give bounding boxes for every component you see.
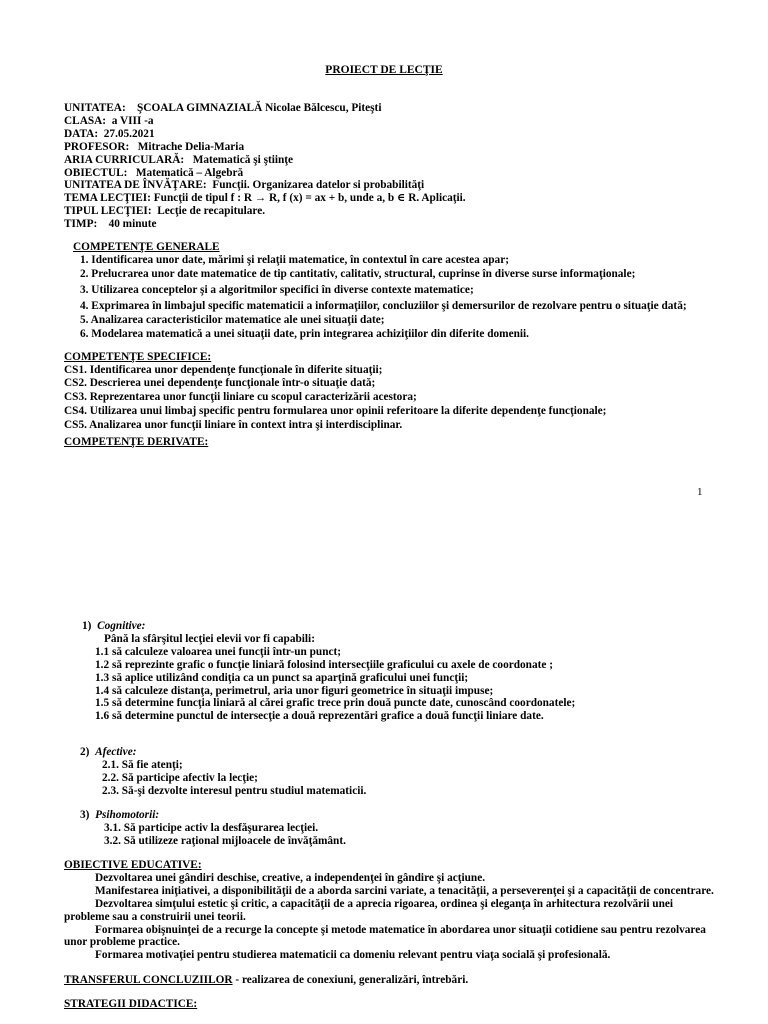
header-value: Matematică şi ştiinţe <box>192 153 294 166</box>
lesson-header <box>0 102 768 231</box>
list-item: 1. Identificarea unor date, mărimi şi relaţii matematice, în contextul în care acestea apar; <box>80 253 509 266</box>
competente-specifice-section <box>0 351 768 431</box>
header-value: Funcţii. Organizarea datelor si probabilităţi <box>212 179 425 192</box>
header-row-tema <box>0 192 768 205</box>
subsection-label: Afective: <box>95 746 137 758</box>
obiective-educative-section <box>0 859 768 962</box>
list-item: 4. Exprimarea în limbajul specific matematicii a informaţiilor, concluziilor şi demersurilor de rezolvare pentru o situaţie dată; <box>80 299 687 312</box>
header-label: UNITATEA: <box>64 102 126 114</box>
list-item: 1.3 să aplice utilizând condiţia ca un punct sa aparţină graficului unei funcţii; <box>95 671 469 684</box>
header-label: TIMP: <box>64 218 98 231</box>
section-heading: COMPETENŢE DERIVATE: <box>64 436 209 448</box>
list-item: 3. Utilizarea conceptelor şi a algoritmilor specifici în diverse contexte matematice; <box>80 283 474 296</box>
header-row-clasa <box>0 115 768 128</box>
list-item: 1.5 să determine funcţia liniară al cărei grafic trece prin două puncte date, cunoscând coordonatele; <box>95 697 576 710</box>
page-title: PROIECT DE LECŢIE <box>325 64 443 76</box>
list-item: CS4. Utilizarea unui limbaj specific pentru formularea unor opinii referitoare la diferite dependenţe funcţionale; <box>64 404 607 417</box>
list-item: 3.1. Să participe activ la desfăşurarea lecţiei. <box>104 821 319 834</box>
strategii-section <box>0 998 768 1011</box>
header-label: TIPUL LECŢIEI: <box>64 205 152 218</box>
header-label: TEMA LECŢIEI: <box>64 192 151 205</box>
list-item: CS3. Reprezentarea unor funcţii liniare cu scopul caracterizării acestora; <box>64 390 417 403</box>
header-row-tipul <box>0 205 768 218</box>
list-item: Dezvoltarea unei gândiri deschise, creative, a independenţei în gândire şi acţiune. <box>95 871 486 884</box>
list-item: CS2. Descrierea unei dependenţe funcţionale într-o situaţie dată; <box>64 376 376 389</box>
list-item: 2. Prelucrarea unor date matematice de tip cantitativ, calitativ, structural, cuprinse în diverse surse informaţionale; <box>80 267 636 280</box>
subsection-number: 1) <box>82 620 92 632</box>
section-heading: COMPETENŢE GENERALE <box>73 241 220 253</box>
afective-section <box>0 746 768 798</box>
header-value: Mitrache Delia-Maria <box>137 140 245 153</box>
subsection-label: Psihomotorii: <box>95 809 160 821</box>
header-label: OBIECTUL: <box>64 166 128 179</box>
header-row-profesor <box>0 141 768 154</box>
header-label: UNITATEA DE ÎNVĂŢARE: <box>64 179 207 192</box>
list-item: CS1. Identificarea unor dependenţe funcţionale în diferite situaţii; <box>64 363 383 376</box>
list-item: 5. Analizarea caracteristicilor matematice ale unei situaţii date; <box>80 313 385 326</box>
subsection-number: 3) <box>80 809 90 821</box>
subsection-label: Cognitive: <box>97 620 146 632</box>
header-row-obiectul <box>0 167 768 180</box>
list-item: 1.2 să reprezinte grafic o funcţie liniară folosind intersecţiile graficului cu axele de coordonate ; <box>95 658 553 671</box>
subsection-title <box>0 809 768 822</box>
header-label: ARIA CURRICULARĂ: <box>64 153 185 166</box>
header-value: Matematică – Algebră <box>135 166 244 179</box>
transferul-line <box>0 974 768 987</box>
header-label: PROFESOR: <box>64 140 130 153</box>
list-item: 1.4 să calculeze distanţa, perimetrul, aria unor figuri geometrice în situaţii impuse; <box>95 684 494 697</box>
section-heading: TRANSFERUL CONCLUZIILOR <box>64 974 233 986</box>
list-item: Formarea motivaţiei pentru studierea matematicii ca domeniu relevant pentru viaţa socială şi profesională. <box>95 949 611 962</box>
header-label: DATA: <box>64 127 99 140</box>
header-row-aria <box>0 154 768 167</box>
list-item: 2.2. Să participe afectiv la lecţie; <box>102 771 258 784</box>
header-value: ŞCOALA GIMNAZIALĂ Nicolae Bălcescu, Piteşti <box>137 102 382 114</box>
list-item: 3.2. Să utilizeze raţional mijloacele de învăţământ. <box>104 834 346 847</box>
header-row-data <box>0 128 768 141</box>
header-value: 27.05.2021 <box>103 127 155 140</box>
transferul-section <box>0 974 768 987</box>
cognitive-section <box>0 620 768 723</box>
section-heading: OBIECTIVE EDUCATIVE: <box>64 859 202 871</box>
list-item: 2.1. Să fie atenţi; <box>102 758 183 771</box>
subsection-number: 2) <box>80 746 90 758</box>
subsection-title <box>0 620 768 633</box>
header-row-timp <box>0 218 768 231</box>
list-item: CS5. Analizarea unor funcţii liniare în context intra şi interdisciplinar. <box>64 418 403 431</box>
section-heading: STRATEGII DIDACTICE: <box>64 998 198 1010</box>
list-item: Formarea obişnuinţei de a recurge la concepte şi metode matematice în abordarea unor situaţii cotidiene sau pentru rezolvarea unor probleme practice. <box>64 923 706 949</box>
transferul-text: - realizarea de conexiuni, generalizări, întrebări. <box>232 974 469 986</box>
header-value: a VIII -a <box>111 114 154 127</box>
list-item: 1.6 să determine punctul de intersecţie a două reprezentări grafice a două funcţii liniare date. <box>95 710 544 723</box>
psihomotorii-section <box>0 809 768 848</box>
header-value: 40 minute <box>108 218 157 231</box>
list-item: Manifestarea iniţiativei, a disponibilităţii de a aborda sarcini variate, a tenacităţii, a perseverenţei şi a capacităţii de concentrare. <box>95 884 714 897</box>
list-item: 6. Modelarea matematică a unei situaţii date, prin integrarea achiziţiilor din diferite domenii. <box>80 328 529 341</box>
header-label: CLASA: <box>64 114 107 127</box>
header-row-unitatea <box>0 102 768 115</box>
competente-generale-section <box>0 241 768 341</box>
subsection-intro: Până la sfârşitul lecţiei elevii vor fi capabili: <box>104 632 315 645</box>
subsection-title <box>0 746 768 759</box>
page-number: 1 <box>697 486 703 498</box>
competente-derivate-section <box>0 436 768 449</box>
header-value: Funcţii de tipul f : R → R, f (x) = ax + b, unde a, b ∈ R. Aplicaţii. <box>153 192 466 205</box>
list-item: Dezvoltarea simţului estetic şi critic, a capacităţii de a aprecia rigoarea, ordinea şi eleganţa în arhitectura rezolvării unei probleme sau a construirii unei teorii. <box>64 897 674 923</box>
header-value: Lecţie de recapitulare. <box>157 205 266 218</box>
header-row-unitatea-invatare <box>0 179 768 192</box>
section-heading: COMPETENŢE SPECIFICE: <box>64 351 212 363</box>
list-item: 1.1 să calculeze valoarea unei funcţii într-un punct; <box>95 645 342 658</box>
list-item: 2.3. Să-şi dezvolte interesul pentru studiul matematicii. <box>102 784 367 797</box>
